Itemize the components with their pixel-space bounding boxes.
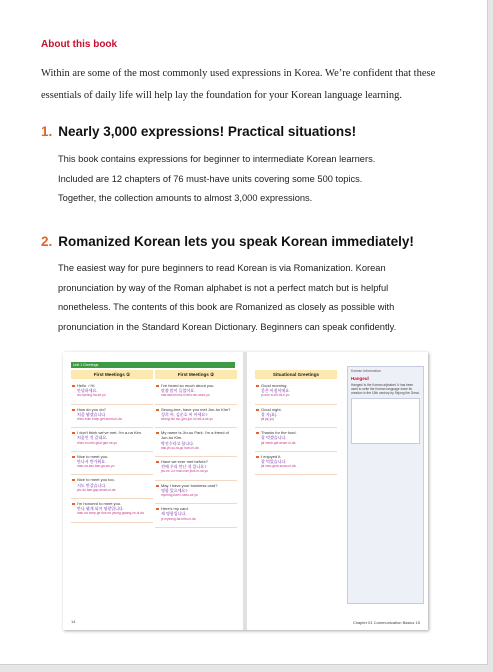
divider (155, 404, 237, 405)
sidebar-header: Korean Information (351, 369, 381, 373)
column-heading: First Meetings ① (71, 370, 153, 379)
phrase-item (155, 430, 237, 451)
section-heading-1 (41, 124, 471, 139)
chapter-footer: Chapter 01 Communication Basics 15 (352, 620, 420, 625)
phrase-en: Here's my card. (161, 506, 189, 512)
phrase-ko: 좋은 아침이에요. (261, 388, 291, 394)
phrase-ko: 박진수라고 합니다. (161, 440, 195, 446)
divider (155, 456, 237, 457)
phrase-item (71, 454, 153, 470)
phrase-en: Thanks for the food. (261, 430, 297, 436)
phrase-item (71, 383, 153, 399)
phrase-item (155, 407, 237, 423)
divider (155, 480, 237, 481)
phrase-ko: 안녕하세요. (77, 388, 98, 394)
paragraph-line: The easiest way for pure beginners to read Korean is via Romanization. Korean (58, 263, 386, 273)
paragraph-line: nonetheless. The contents of this book are Romanized as closely as possible with (58, 302, 395, 313)
phrase-ro: jeo-do ban-gap-seum-ni-da (77, 487, 116, 492)
phrase-en: Good morning. (261, 383, 288, 388)
phrase-item (71, 477, 153, 493)
paragraph-line: pronunciation by way of the Roman alphabet is not a perfect match but is helpful (58, 282, 389, 293)
divider (71, 498, 153, 499)
spread-column-3 (255, 370, 337, 477)
column-heading: Situational Greetings (255, 370, 337, 379)
divider (155, 503, 237, 504)
phrase-ro: man-na boep-ge doe-eo yeong-gwang-im-ni-da (77, 511, 144, 516)
phrase-en: Have we ever met before? (161, 459, 208, 465)
divider (71, 404, 153, 405)
phrase-item (155, 383, 237, 399)
phrase-en: Seong-hee, have you met Jun-ho Kim? (161, 406, 231, 412)
phrase-ko: 제 명함입니다. (161, 511, 187, 517)
phrase-item (255, 407, 337, 423)
section-title: Nearly 3,000 expressions! Practical situations! (58, 124, 357, 139)
phrase-ko: 성희 씨, 김준호 씨 아세요? (161, 411, 208, 417)
phrase-item (155, 483, 237, 499)
paragraph-line: pronunciation in the Standard Korean Dictionary. Beginners can speak confidently. (58, 322, 397, 333)
phrase-ko: 전에 우리 만난 적 있나요? (161, 464, 207, 470)
phrase-ro: cheo-eu-min geot gan-ne-yo (77, 440, 118, 445)
phrase-en: May I have your business card? (161, 482, 218, 488)
divider (71, 451, 153, 452)
phrase-ro: bak-jin-su-ra-go ham-ni-da (161, 445, 199, 450)
divider (155, 527, 237, 528)
divider (71, 427, 153, 428)
phrase-item (255, 430, 337, 446)
phrase-ro: jeo-ne u-ri man-nan jeok in-na-yo (161, 469, 208, 474)
phrase-ro: myeong-ham i-sseu-se-yo (161, 493, 198, 498)
phrase-ko: 말씀 많이 들었어요. (161, 388, 196, 394)
section-paragraph-1 (58, 150, 468, 209)
divider (255, 404, 337, 405)
phrase-ko: 잘 먹겠습니다. (261, 435, 287, 441)
phrase-en: I enjoyed it. (261, 453, 282, 459)
phrase-ro: an-nyeong-ha-se-yo (77, 393, 106, 398)
section-paragraph-2 (58, 259, 468, 338)
divider (155, 427, 237, 428)
divider (255, 451, 337, 452)
section-title: Romanized Korean lets you speak Korean immediately! (58, 234, 414, 249)
divider (71, 474, 153, 475)
phrase-ko: 만나 뵙게 되어 영광입니다. (77, 506, 124, 512)
phrase-ko: 처음 뵙겠습니다. (77, 411, 107, 417)
phrase-item (71, 430, 153, 446)
phrase-ro: je myeong-ha-mim-ni-da (161, 516, 196, 521)
phrase-ro: jo-eun a-chi-mi-e-yo (261, 393, 290, 398)
phrase-en: Nice to meet you. (77, 453, 109, 459)
sidebar-title: Hangeul (351, 376, 369, 381)
phrase-ro: seong-hui ssi, gim-jun-ho ssi a-se-yo (161, 417, 213, 422)
spread-column-2 (155, 370, 237, 530)
phrase-item (255, 383, 337, 399)
section-number: 1. (41, 124, 53, 139)
unit-strip: Unit 1 Greetings (71, 362, 235, 368)
sidebar-text: Hangeul is the Korean alphabet. It has been used to write the Korean language since its creation in the 15th century by Sejong the Great. (351, 383, 420, 395)
phrase-en: Good night. (261, 406, 282, 412)
phrase-item (71, 501, 153, 517)
phrase-ko: 저도 반갑습니다. (77, 482, 107, 488)
phrase-en: How do you do? (77, 406, 106, 412)
page-title: About this book (41, 39, 118, 50)
phrase-ko: 처음인 것 같네요. (77, 435, 108, 441)
phrase-ko: 잘 먹었습니다. (261, 459, 287, 465)
divider (255, 474, 337, 475)
spread-left-page (63, 352, 243, 630)
phrase-en: I'm honored to meet you. (77, 501, 122, 507)
info-sidebar (347, 366, 424, 604)
phrase-ko: 잘 자(요). (261, 411, 278, 417)
phrase-en: I've heard so much about you. (161, 383, 215, 388)
column-heading: First Meetings ② (155, 370, 237, 379)
page-number: 14 (71, 619, 76, 624)
phrase-en: Nice to meet you too. (77, 477, 115, 483)
phrase-ko: 만나서 반가워요. (77, 459, 107, 465)
phrase-en: I don't think we've met. I'm a-na Kim. (77, 430, 142, 436)
phrase-ro: jal meok-get-seum-ni-da (261, 440, 296, 445)
phrase-en: Hello. / Hi. (77, 383, 96, 388)
phrase-ro: cheo-eum boep-get-seum-ni-da (77, 417, 122, 422)
phrase-item (155, 506, 237, 522)
sample-book-spread (63, 352, 428, 630)
phrase-ro: man-na-seo ban-ga-wo-yo (77, 464, 115, 469)
spread-column-1 (71, 370, 153, 525)
phrase-ko: 명함 있으세요? (161, 487, 188, 493)
phrase-en: My name is Jin-su Park. I'm a friend of Jun-ho Kim. (161, 430, 229, 441)
spread-right-page (247, 352, 428, 630)
divider (71, 522, 153, 523)
phrase-item (155, 459, 237, 475)
phrase-ro: jal meo-geot-seum-ni-da (261, 464, 296, 469)
section-number: 2. (41, 234, 53, 249)
divider (255, 427, 337, 428)
phrase-ro: jal ja(-yo) (261, 417, 275, 422)
phrase-item (71, 407, 153, 423)
phrase-ro: mal-sseum ma-ni deu-reo-sseo-yo (161, 393, 210, 398)
phrase-item (255, 454, 337, 470)
paragraph-line: This book contains expressions for beginner to intermediate Korean learners. (58, 154, 376, 164)
section-heading-2 (41, 234, 471, 249)
paragraph-line: Together, the collection amounts to almost 3,000 expressions. (58, 193, 313, 204)
intro-paragraph: Within are some of the most commonly used expressions in Korea. We’re confident that these essentials of daily life will help lay the foundation for your Korean language learning. (41, 68, 436, 101)
sidebar-chart-box (351, 398, 420, 444)
paragraph-line: Included are 12 chapters of 76 must-have units covering some 500 topics. (58, 173, 363, 184)
